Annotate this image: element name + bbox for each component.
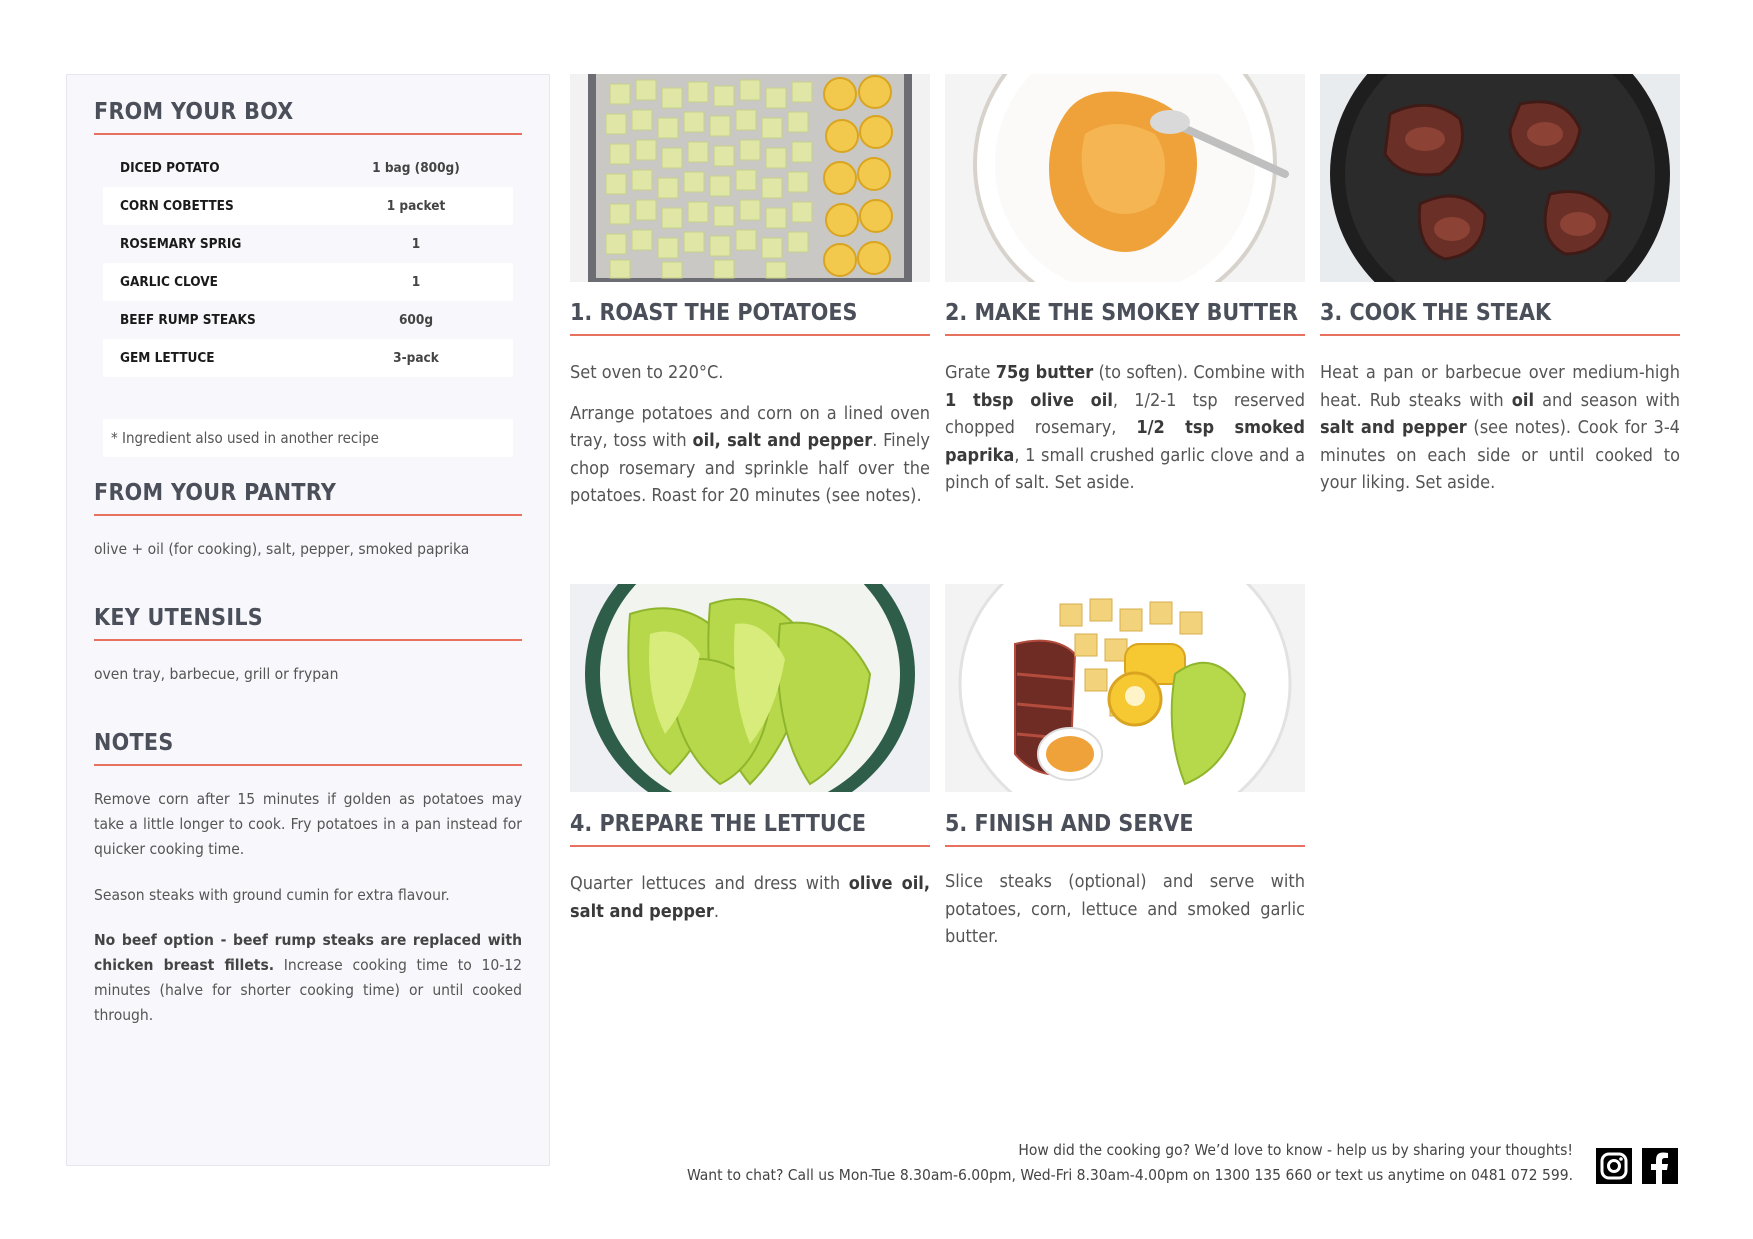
step-3-para — [1320, 359, 1680, 497]
step-1-title: 1. ROAST THE POTATOES — [570, 300, 930, 336]
ingredient-qty: 3-pack — [393, 350, 439, 366]
ingredient-name: GARLIC CLOVE — [120, 274, 218, 290]
step-3-title: 3. COOK THE STEAK — [1320, 300, 1680, 336]
step-3-text — [1320, 359, 1680, 510]
step-4-para — [570, 870, 930, 925]
step-1-para-1: Set oven to 220°C. — [570, 362, 724, 383]
footer-contact: Want to chat? Call us Mon-Tue 8.30am-6.00pm, Wed-Fri 8.30am-4.00pm on 1300 135 660 or text us anytime on 0481 072 599. — [686, 1166, 1573, 1184]
note-2: Season steaks with ground cumin for extra flavour. — [94, 886, 450, 904]
step-3-image — [1320, 74, 1680, 282]
step-3-text-e: (see notes). Cook for 3-4 minutes on each side or until cooked to your liking. Set aside. — [1320, 417, 1680, 493]
instagram-icon[interactable] — [1596, 1148, 1632, 1184]
step-2-text-b: 75g butter — [995, 362, 1094, 383]
step-1-text-bold: oil, salt and pepper — [692, 430, 873, 451]
ingredient-row — [103, 339, 513, 377]
note-3 — [94, 928, 522, 1028]
step-3-text-d: salt and pepper — [1320, 417, 1467, 438]
step-2-image — [945, 74, 1305, 282]
step-2-para — [945, 359, 1305, 497]
step-4-text-a: Quarter lettuces and dress with — [570, 873, 849, 894]
ingredient-row — [103, 187, 513, 225]
step-1-text-a: Arrange potatoes and corn on a lined oven tray, toss with — [570, 402, 930, 451]
ingredient-qty: 1 — [411, 236, 421, 252]
utensils-text: oven tray, barbecue, grill or frypan — [94, 665, 339, 683]
step-2-text-c: (to soften). Combine with — [1093, 362, 1305, 383]
note-3-rest: Increase cooking time to 10-12 minutes (halve for shorter cooking time) or until cooked through. — [94, 956, 522, 1024]
note-3-bold: No beef option - beef rump steaks are replaced with chicken breast fillets. — [94, 931, 522, 974]
ingredient-row — [103, 149, 513, 187]
step-2-title: 2. MAKE THE SMOKEY BUTTER — [945, 300, 1305, 336]
step-2-text-d: 1 tbsp olive oil — [945, 389, 1113, 411]
step-4-text — [570, 870, 930, 938]
ingredient-note: * Ingredient also used in another recipe — [103, 419, 513, 457]
step-4-image — [570, 584, 930, 792]
ingredient-name: BEEF RUMP STEAKS — [120, 312, 256, 328]
step-1-para-2 — [570, 400, 930, 510]
step-1-image — [570, 74, 930, 282]
pantry-text: olive + oil (for cooking), salt, pepper, smoked paprika — [94, 540, 470, 558]
ingredient-row — [103, 225, 513, 263]
step-3-text-b: oil — [1511, 389, 1534, 411]
ingredient-qty: 600g — [398, 312, 434, 328]
step-5-para: Slice steaks (optional) and serve with potatoes, corn, lettuce and smoked garlic butter. — [945, 871, 1305, 947]
step-5-image — [945, 584, 1305, 792]
facebook-icon[interactable] — [1642, 1148, 1678, 1184]
step-4-text-b: olive oil, salt and pepper — [570, 873, 931, 922]
ingredient-row — [103, 301, 513, 339]
step-1-text — [570, 359, 930, 523]
from-your-pantry-title: FROM YOUR PANTRY — [94, 480, 522, 516]
step-5-title: 5. FINISH AND SERVE — [945, 811, 1305, 847]
ingredient-qty: 1 packet — [386, 198, 446, 214]
ingredient-table — [103, 149, 513, 377]
ingredient-name: CORN COBETTES — [120, 198, 234, 214]
step-4-text-c: . — [713, 900, 720, 922]
step-3-text-c: and season with — [1534, 389, 1680, 411]
notes-title: NOTES — [94, 730, 522, 766]
step-3-text-a: Heat a pan or barbecue over medium-high heat. Rub steaks with — [1320, 362, 1680, 411]
ingredient-name: ROSEMARY SPRIG — [120, 236, 242, 252]
ingredient-row — [103, 263, 513, 301]
ingredient-name: GEM LETTUCE — [120, 350, 215, 366]
ingredient-name: DICED POTATO — [120, 160, 220, 176]
step-1-text-c: . Finely chop rosemary and sprinkle half over the potatoes. Roast for 20 minutes (see notes). — [570, 430, 930, 506]
step-2-text-e: , 1/2-1 tsp reserved chopped rosemary, — [945, 389, 1306, 438]
key-utensils-title: KEY UTENSILS — [94, 605, 522, 641]
step-2-text-g: , 1 small crushed garlic clove and a pinch of salt. Set aside. — [945, 444, 1305, 493]
step-4-title: 4. PREPARE THE LETTUCE — [570, 811, 930, 847]
step-5-text — [945, 868, 1305, 964]
from-your-box-title: FROM YOUR BOX — [94, 99, 522, 135]
step-2-text-f: 1/2 tsp smoked paprika — [945, 417, 1305, 466]
ingredients-sidebar — [66, 74, 550, 1166]
note-1: Remove corn after 15 minutes if golden as potatoes may take a little longer to cook. Fry potatoes in a pan instead for quicker cooking time. — [94, 790, 522, 858]
step-2-text — [945, 359, 1305, 510]
step-2-text-a: Grate — [945, 362, 996, 383]
ingredient-qty: 1 bag (800g) — [372, 160, 460, 176]
footer-feedback: How did the cooking go? We’d love to know - help us by sharing your thoughts! — [1018, 1141, 1573, 1159]
ingredient-qty: 1 — [411, 274, 421, 290]
